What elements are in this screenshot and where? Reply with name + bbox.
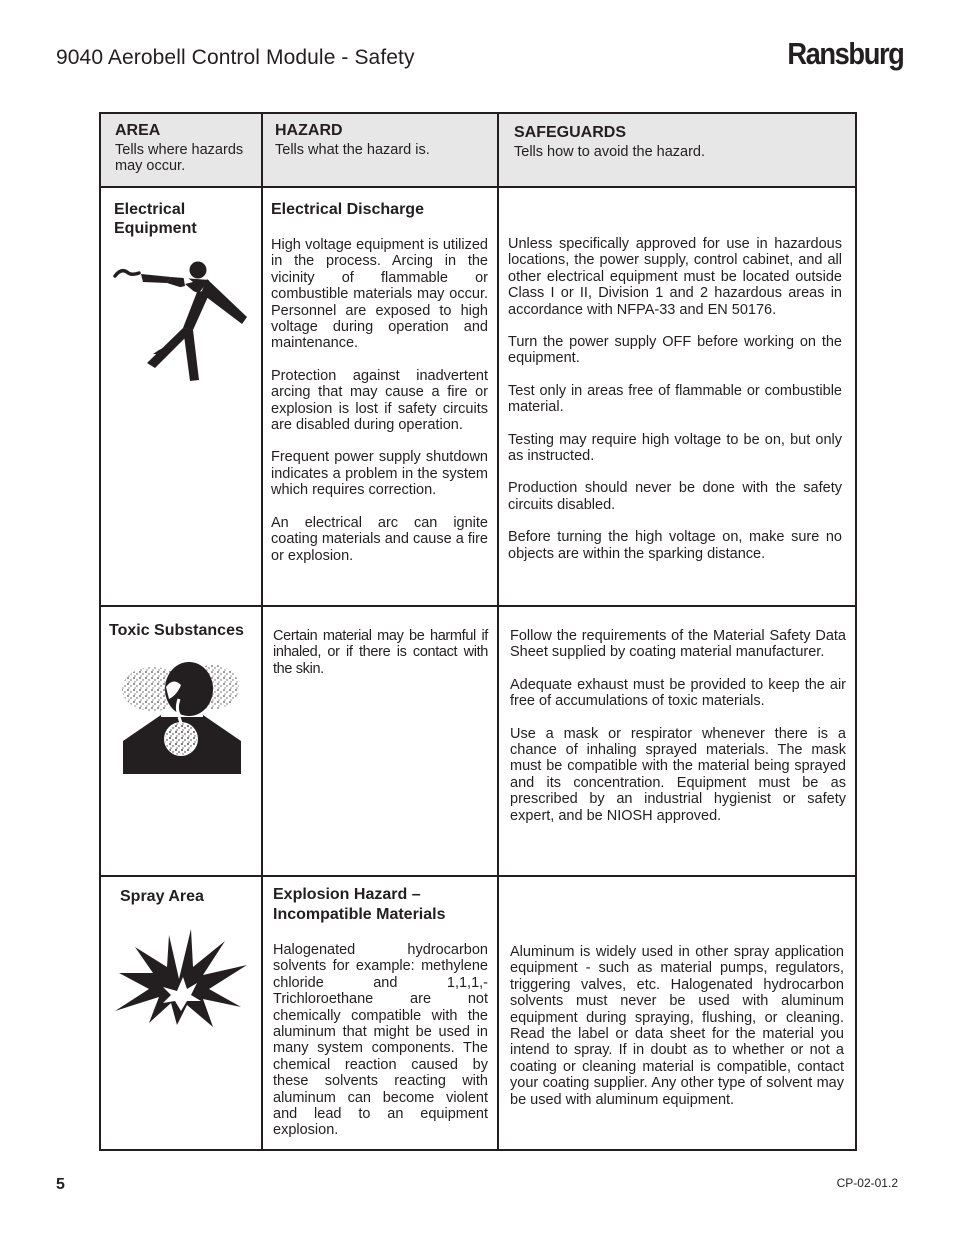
hazard-cell xyxy=(262,187,498,606)
brand-logo: Ransburg xyxy=(787,36,904,71)
safeguards-header-desc: Tells how to avoid the hazard. xyxy=(514,144,706,160)
hazard-cell xyxy=(262,606,498,876)
safeguards-header-cell xyxy=(498,113,856,187)
safeguards-cell xyxy=(498,876,856,1150)
area-cell xyxy=(100,606,262,876)
hazard-header-cell xyxy=(262,113,498,187)
safeguard-paragraph: Adequate exhaust must be provided to keep the air free of accumulations of toxic materials. xyxy=(510,676,846,710)
safeguards-header: SAFEGUARDS xyxy=(514,124,627,141)
hazard-paragraph: Frequent power supply shutdown indicates a problem in the system which requires correction. xyxy=(271,449,488,499)
safeguards-cell xyxy=(498,187,856,606)
area-label: Toxic Substances xyxy=(109,622,244,639)
area-cell xyxy=(100,187,262,606)
safeguard-paragraph: Follow the requirements of the Material Safety Data Sheet supplied by coating material manufacturer. xyxy=(510,628,846,661)
area-header: AREA xyxy=(115,122,161,139)
hazard-paragraph: High voltage equipment is utilized in the process. Arcing in the vicinity of flammable or combustible materials may occur. Personnel are exposed to high voltage during operation and maintenance. xyxy=(271,237,488,352)
hazard-header-desc: Tells what the hazard is. xyxy=(275,142,430,158)
table-row xyxy=(100,876,856,1150)
safeguard-paragraph: Aluminum is widely used in other spray application equipment - such as material pumps, regulators, triggering valves, etc. Halogenated hydrocarbon solvents must never be used with aluminum equipment during spraying, flushing, or cleaning. Read the label or data sheet for the material you intend to spray. If in doubt as to whether or not a coating or cleaning material is compatible, contact your coating supplier. Any other type of solvent may be used with aluminum equipment. xyxy=(510,944,844,1108)
safeguard-paragraph: Turn the power supply OFF before working on the equipment. xyxy=(508,334,842,367)
explosion-icon xyxy=(113,929,248,1029)
area-label: Spray Area xyxy=(120,888,204,905)
area-header-desc: Tells where hazards may occur. xyxy=(115,142,244,174)
hazard-paragraph: Protection against inadvertent arcing that may cause a fire or explosion is lost if safety circuits are disabled during operation. xyxy=(271,367,488,434)
safeguard-paragraph: Unless specifically approved for use in hazardous locations, the power supply, control cabinet, and all other electrical equipment must be located outside Class I or II, Division 1 and 2 hazardous areas in accordance with NFPA-33 and EN 50176. xyxy=(508,236,842,318)
area-label: Electrical Equipment xyxy=(114,201,197,237)
safeguard-paragraph: Testing may require high voltage to be on, but only as instructed. xyxy=(508,431,842,465)
hazard-title: Explosion Hazard – Incompatible Materials xyxy=(273,886,446,923)
hazard-paragraph: Certain material may be harmful if inhaled, or if there is contact with the skin. xyxy=(273,628,488,677)
hazard-cell xyxy=(262,876,498,1150)
table-row xyxy=(100,187,856,606)
toxic-inhalation-icon xyxy=(121,659,243,774)
hazard-paragraph: Halogenated hydrocarbon solvents for example: methylene chloride and 1,1,1,-Trichloroethane are not chemically compatible with the aluminum that might be used in many system components. The chemical reaction caused by these solvents reacting with aluminum can become violent and lead to an equipment explosion. xyxy=(273,942,488,1139)
area-cell xyxy=(100,876,262,1150)
safeguard-paragraph: Before turning the high voltage on, make sure no objects are within the sparking distance. xyxy=(508,529,842,562)
page-title: 9040 Aerobell Control Module - Safety xyxy=(56,46,415,69)
table-row xyxy=(100,606,856,876)
table-header-row xyxy=(100,113,856,187)
hazard-header: HAZARD xyxy=(275,122,343,139)
safeguards-cell xyxy=(498,606,856,876)
safeguard-paragraph: Use a mask or respirator whenever there is a chance of inhaling sprayed materials. The mask must be compatible with the material being sprayed and its concentration. Equipment must be as prescribed by an industrial hygienist or safety expert, and be NIOSH approved. xyxy=(510,725,846,824)
hazard-paragraph: An electrical arc can ignite coating materials and cause a fire or explosion. xyxy=(271,514,488,564)
document-code: CP-02-01.2 xyxy=(836,1176,898,1190)
hazard-title: Electrical Discharge xyxy=(271,201,424,218)
safety-table xyxy=(99,112,857,1151)
electric-shock-icon xyxy=(111,260,251,385)
page-number: 5 xyxy=(56,1176,65,1193)
safeguard-paragraph: Test only in areas free of flammable or combustible material. xyxy=(508,382,842,416)
safeguard-paragraph: Production should never be done with the safety circuits disabled. xyxy=(508,480,842,513)
area-header-cell xyxy=(100,113,262,187)
